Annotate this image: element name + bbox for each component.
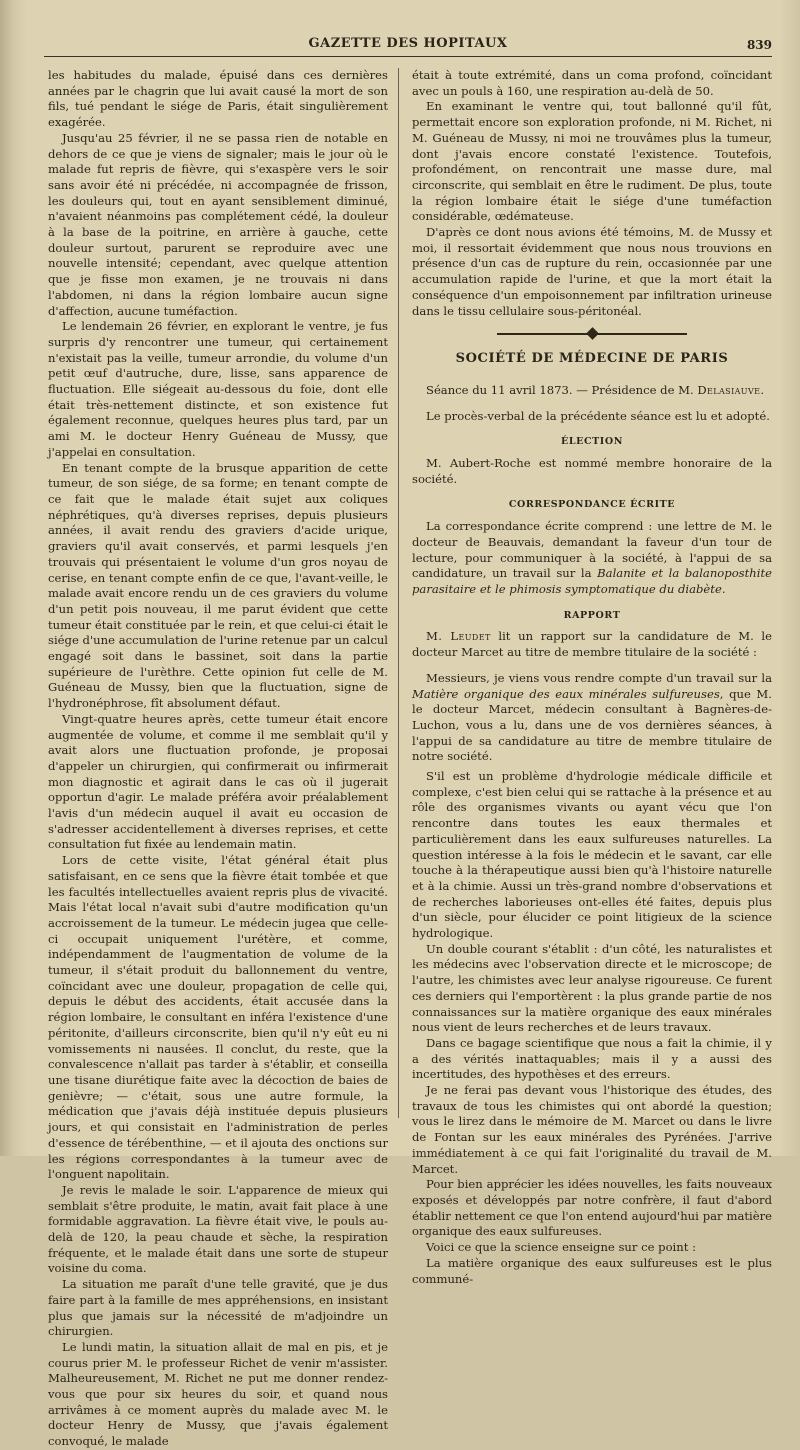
paragraph: Vingt-quatre heures après, cette tumeur était encore augmentée de volume, et comme il me semblait qu'il y avait alors une fluctuation profonde, je proposai d'appeler un chirurgien, qui confirmerait ou infirmerait mon diagnostic et agirait dans le cas où il jugerait opportun d'agir. Le malade préféra avoir préalablement l'avis d'un médecin auquel il avait eu occasion de s'adresser accidentellement à diverses reprises, et cette consultation fut fixée au lendemain matin. — [48, 711, 388, 852]
paragraph: D'après ce dont nous avions été témoins, M. de Mussy et moi, il ressortait évidemment que nous nous trouvions en présence d'un cas de rupture du rein, occasionnée par une accumulation rapide de l'urine, et que la mort était la conséquence d'un empoisonnement par infiltration urineuse dans le tissu cellulaire sous-péritonéal. — [412, 225, 772, 318]
subheading-election: ÉLECTION — [561, 436, 623, 448]
page-number: 839 — [746, 38, 772, 52]
paragraph: Le lundi matin, la situation allait de mal en pis, et je courus prier M. le professeur Richet de venir m'assister. Malheureusement, M. Richet ne put me donner rendez-vous que pour six heures du soir, et quand nous arrivâmes à ce moment auprès du malade avec M. le docteur Henry de Mussy, que j'avais également convoqué, le malade — [48, 1339, 388, 1449]
newspaper-title: GAZETTE DES HOPITAUX — [308, 36, 508, 51]
text-run: Messieurs, je viens vous rendre compte d'un travail sur la — [426, 670, 772, 685]
correspondence-text — [412, 519, 772, 598]
report-intro-text: lit un rapport sur la candidature de M. le docteur Marcet au titre de membre titulaire de la société : — [412, 629, 772, 660]
paragraph: Lors de cette visite, l'état général était plus satisfaisant, en ce sens que la fièvre était tombée et que les facultés intellectuelles avaient repris plus de vivacité. Mais l'état local n'avait subi d'autre modification qu'un accroissement de la tumeur. Le médecin jugea que celle-ci occupait uniquement l'urétère, et comme, indépendamment de l'augmentation de volume de la tumeur, il s'était produit du ballonnement du ventre, coïncidant avec une douleur, propagation de celle qui, depuis le début des accidents, était accusée dans la région lombaire, le consultant en inféra l'existence d'une péritonite, d'ailleurs circonscrite, bien qu'il n'y eût eu ni vomissements ni nausées. Il conclut, du reste, que la convalescence n'allait pas tarder à s'établir, et conseilla une tisane diurétique faite avec la décoction de baies de genièvre; — c'était, sous une autre formule, la médication que j'avais déjà instituée depuis plusieurs jours, et qui consistait en l'administration de perles d'essence de térébenthine, — et il ajouta des onctions sur les régions correspondantes à la tumeur avec de l'onguent napolitain. — [48, 853, 388, 1182]
paragraph: Dans ce bagage scientifique que nous a fait la chimie, il y a des vérités inattaquables; mais il y a aussi des incertitudes, des hypothèses et des erreurs. — [412, 1035, 772, 1082]
paragraph — [412, 671, 772, 765]
subheading-report: RAPPORT — [563, 609, 621, 621]
session-line — [412, 383, 772, 399]
paragraph: S'il est un problème d'hydrologie médicale difficile et complexe, c'est bien celui qui se rattache à la présence et au rôle des organismes vivants ou ayant vécu que l'on rencontre dans toutes les eaux thermales et particulièrement dans les eaux sulfureuses naturelles. La question intéresse à la fois le médecin et le savant, car elle touche à la thérapeutique aussi bien qu'à l'histoire naturelle et à la chimie. Aussi un très-grand nombre d'observations et de recherches laborieuses ont-elles été faites, depuis plus d'un siècle, pour élucider ce point litigieux de la science hydrologique. — [412, 769, 772, 941]
session-text: Séance du 11 avril 1873. — Présidence de M. — [426, 382, 698, 397]
page-header — [44, 26, 772, 57]
president-name: Delasiauve. — [697, 382, 765, 397]
minutes-line: Le procès-verbal de la précédente séance est lu et adopté. — [426, 408, 770, 423]
paragraph: La situation me paraît d'une telle gravité, que je dus faire part à la famille de mes appréhensions, en insistant plus que jamais sur la nécessité de m'adjoindre un chirurgien. — [48, 1277, 388, 1339]
report-speaker: M. Leudet — [426, 629, 491, 644]
paragraph: Voici ce que la science enseigne sur ce point : — [426, 1240, 696, 1255]
work-title: Matière organique des eaux minérales sulfureuses — [412, 686, 720, 701]
correspondence-title: Balanite et la balanoposthite parasitaire et le phimosis symptomatique du diabète. — [412, 566, 772, 596]
paragraph: Le lendemain 26 février, en explorant le ventre, je fus surpris d'y rencontrer une tumeur, qui certainement n'existait pas la veille, tumeur arrondie, du volume d'un petit œuf d'autruche, dure, lisse, sans apparence de fluctuation. Elle siégeait au-dessous du foie, dont elle était très-nettement distincte, et son existence fut également reconnue, quelques heures plus tard, par un ami M. le docteur Henry Guéneau de Mussy, que j'appelai en consultation. — [48, 319, 388, 459]
text-run: , que M. le docteur Marcet, médecin consultant à Bagnères-de-Luchon, vous a lu, dans une de vos dernières séances, à l'appui de sa candidature au titre de membre titulaire de notre société. — [412, 686, 772, 764]
paragraph: Un double courant s'établit : d'un côté, les naturalistes et les médecins avec l'observation directe et le microscope; de l'autre, les chimistes avec leur analyse rigoureuse. Ce furent ces derniers qui l'emportèrent : la plus grande partie de nos connaissances sur la matière organique des eaux minérales nous vient de leurs recherches et de leurs travaux. — [412, 941, 772, 1035]
divider-diamond — [586, 327, 599, 340]
section-title: SOCIÉTÉ DE MÉDECINE DE PARIS — [455, 351, 729, 367]
paragraph: En examinant le ventre qui, tout ballonné qu'il fût, permettait encore son exploration profonde, ni M. Richet, ni M. Guéneau de Mussy, ni moi ne trouvâmes plus la tumeur, dont j'avais encore constaté l'existence. Toutefois, profondément, on rencontrait une masse dure, mal circonscrite, qui semblait en être le rudiment. De plus, toute la région lombaire était le siége d'une tuméfaction considérable, œdémateuse. — [412, 99, 772, 224]
paragraph: En tenant compte de la brusque apparition de cette tumeur, de son siége, de sa forme; en tenant compte de ce fait que le malade était sujet aux coliques néphrétiques, qu'à diverses reprises, depuis plusieurs années, il avait rendu des graviers d'acide urique, graviers qu'il avait conservés, et parmi lesquels j'en trouvais qui présentaient le volume d'un gros noyau de cerise, en tenant compte enfin de ce que, l'avant-veille, le malade avait encore rendu un de ces graviers du volume d'un petit pois nouveau, il me parut évident que cette tumeur était constituée par le rein, et que celui-ci était le siége d'une accumulation de l'urine retenue par un calcul engagé soit dans le bassinet, soit dans la partie supérieure de l'urèthre. Cette opinion fut celle de M. Guéneau de Mussy, bien que la fluctuation, signe de l'hydronéphrose, fît absolument défaut. — [48, 460, 388, 711]
paragraph: était à toute extrémité, dans un coma profond, coïncidant avec un pouls à 160, une respiration au-delà de 50. — [412, 68, 772, 98]
correspondence-body: La correspondance écrite comprend : une lettre de M. le docteur de Beauvais, demandant la faveur d'un tour de lecture, pour communiquer à la société, à l'appui de sa candidature, un travail sur la — [412, 519, 772, 581]
paragraph: Je revis le malade le soir. L'apparence de mieux qui semblait s'être produite, le matin, avait fait place à une formidable aggravation. La fièvre était vive, le pouls au-delà de 120, la peau chaude et sèche, la respiration fréquente, et le malade était dans une sorte de stupeur voisine du coma. — [48, 1182, 388, 1276]
paragraph: Pour bien apprécier les idées nouvelles, les faits nouveaux exposés et développés par notre confrère, il faut d'abord établir nettement ce que l'on entend aujourd'hui par matière organique des eaux sulfureuses. — [412, 1177, 772, 1239]
paragraph: les habitudes du malade, épuisé dans ces dernières années par le chagrin que lui avait causé la mort de son fils, tué pendant le siége de Paris, était singulièrement exagérée. — [48, 68, 388, 130]
report-intro — [412, 629, 772, 660]
paragraph: La matière organique des eaux sulfureuses est le plus communé- — [412, 1255, 772, 1286]
section-divider — [497, 329, 687, 339]
subheading-correspondence: CORRESPONDANCE ÉCRITE — [508, 499, 676, 511]
left-column — [48, 68, 399, 1449]
paragraph: Jusqu'au 25 février, il ne se passa rien de notable en dehors de ce que je viens de signaler; mais le jour où le malade fut repris de fièvre, qui s'exaspère vers le soir sans avoir été ni précédée, ni accompagnée de frisson, les douleurs qui, tout en ayant sensiblement diminué, n'avaient néanmoins pas complétement cédé, la douleur à la base de la poitrine, en arrière à gauche, cette douleur surtout, parurent se reproduire avec une nouvelle intensité; cependant, avec quelque attention que je fisse mon examen, je ne trouvais ni dans l'abdomen, ni dans la région lombaire aucun signe d'affection, aucune tuméfaction. — [48, 130, 388, 318]
right-column — [412, 68, 772, 1287]
paragraph: Je ne ferai pas devant vous l'historique des études, des travaux de tous les chimistes qui ont abordé la question; vous le lirez dans le mémoire de M. Marcet ou dans le livre de Fontan sur les eaux minérales des Pyrénées. J'arrive immédiatement à ce qui fait l'originalité du travail de M. Marcet. — [412, 1083, 772, 1176]
election-text: M. Aubert-Roche est nommé membre honoraire de la société. — [412, 456, 772, 486]
